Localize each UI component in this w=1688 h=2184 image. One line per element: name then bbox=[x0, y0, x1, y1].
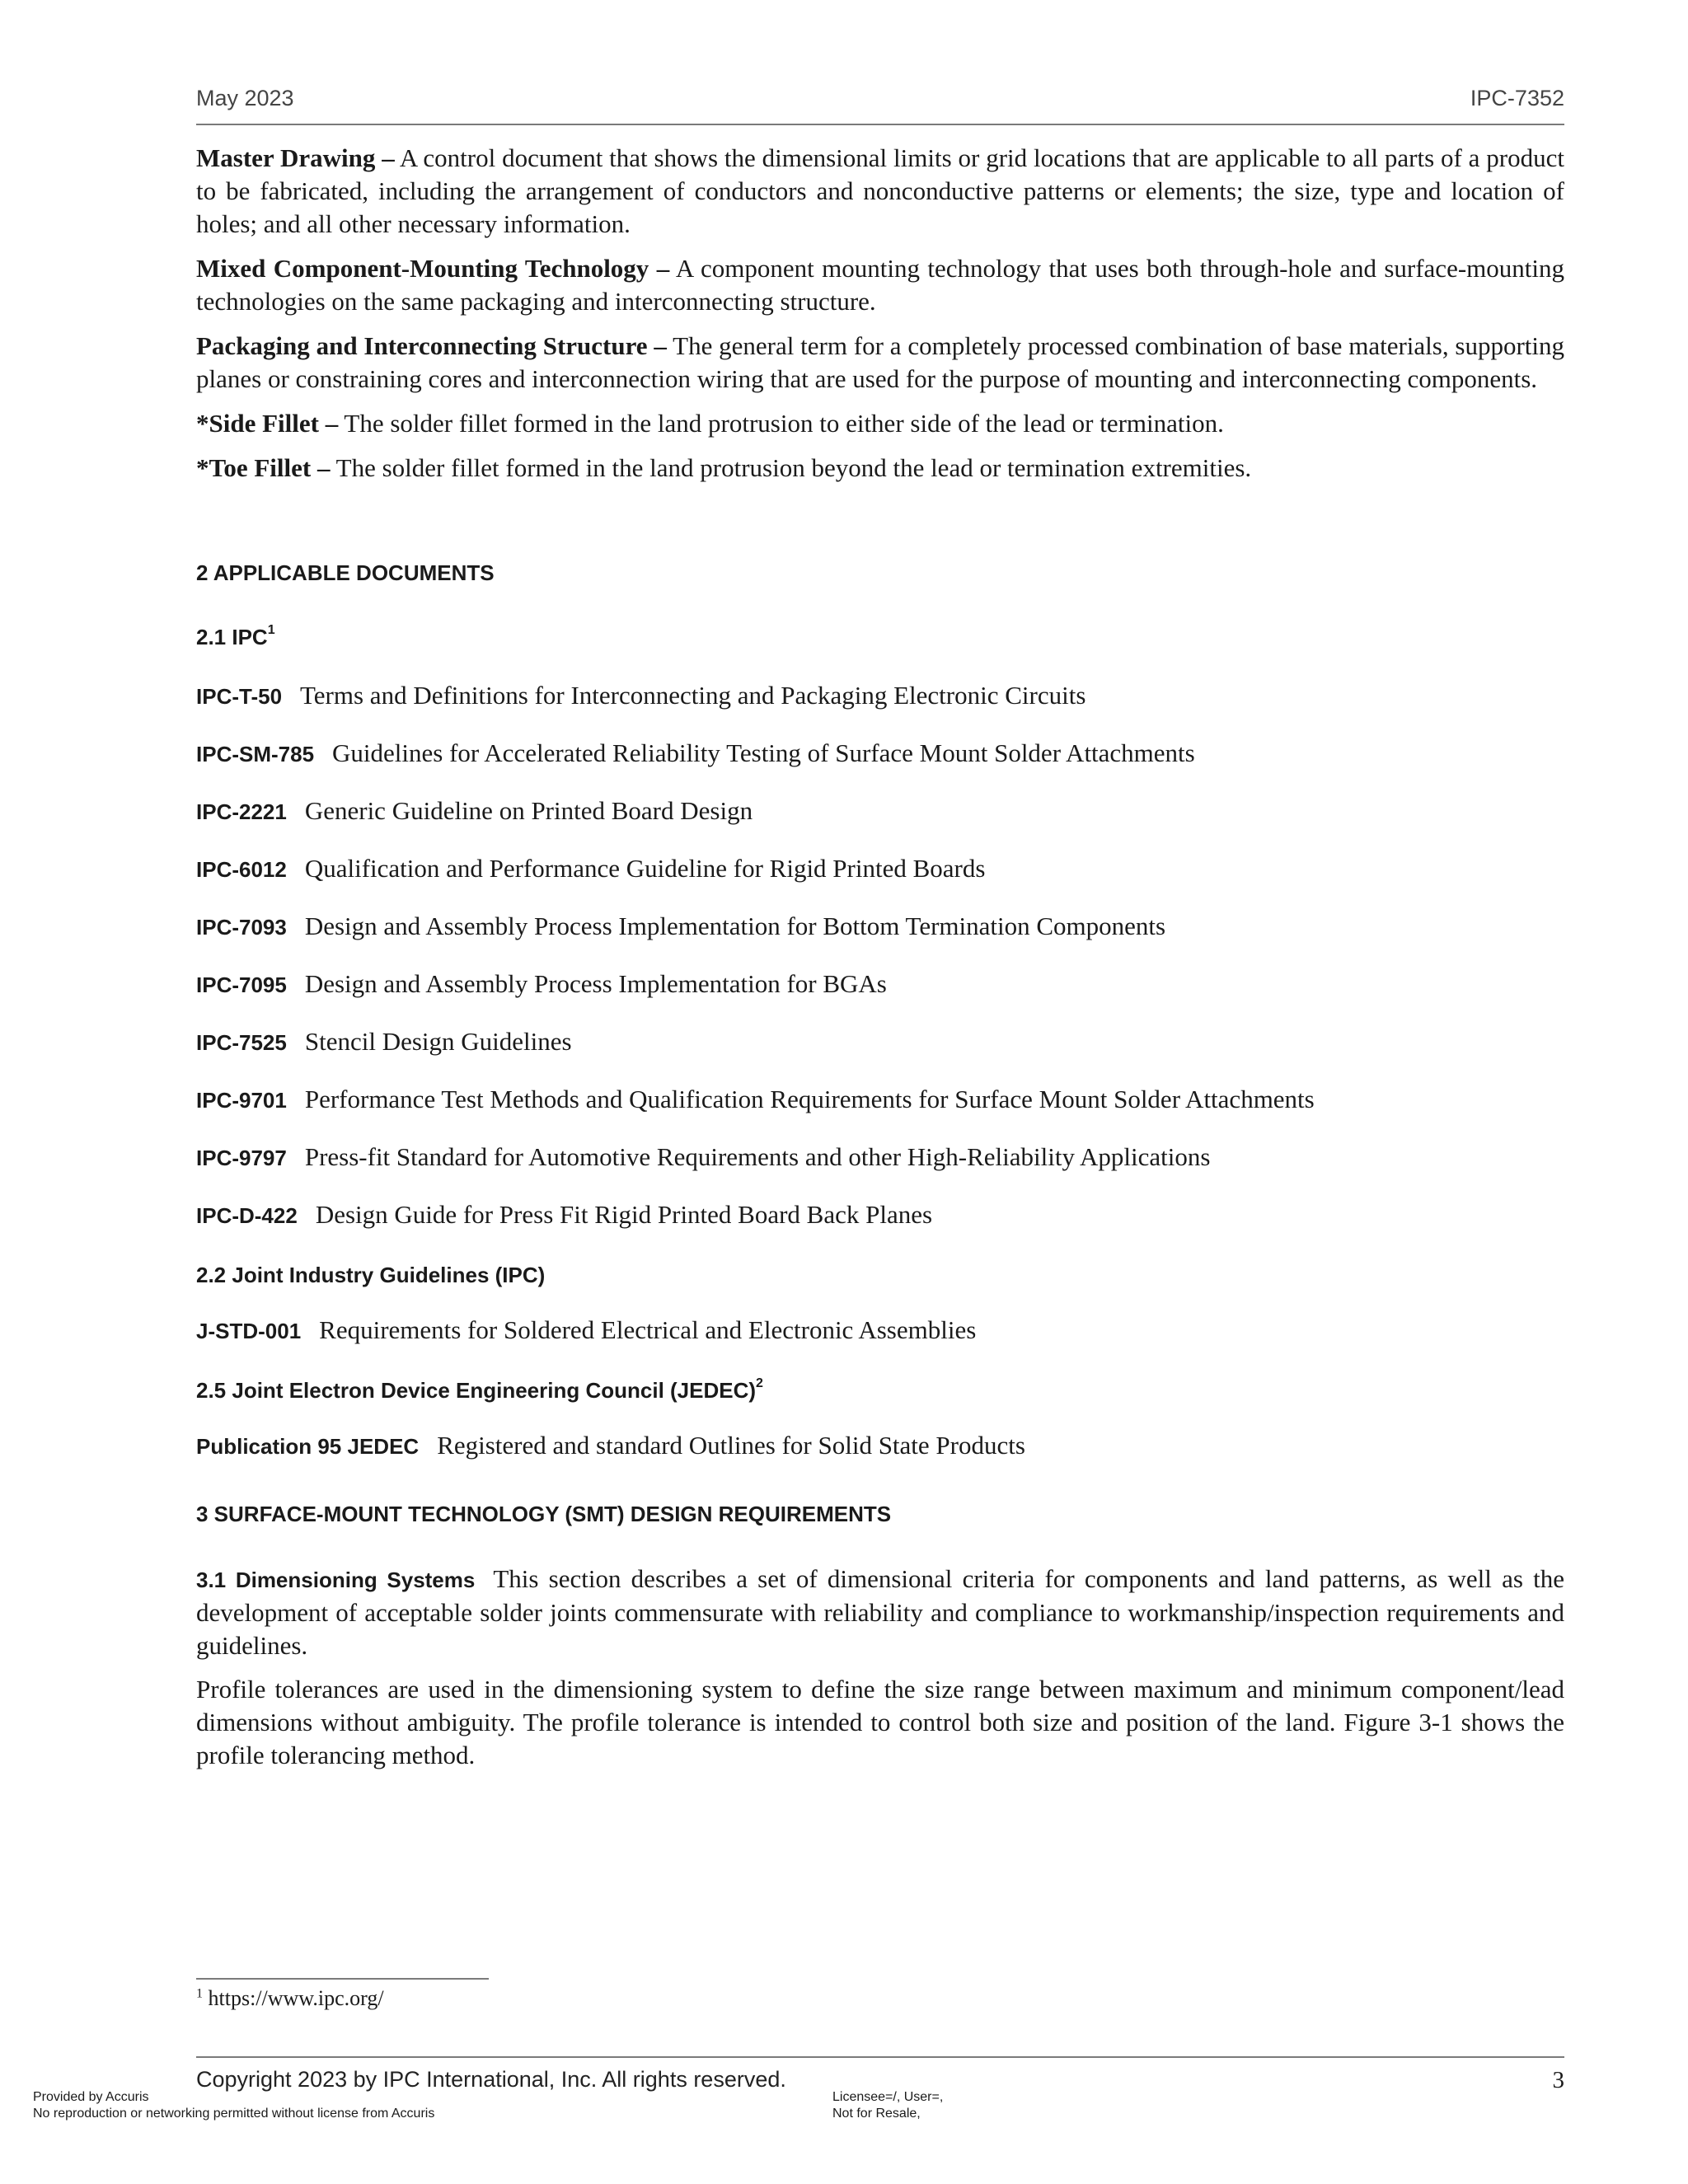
definition-term: Packaging and Interconnecting Structure – bbox=[196, 331, 667, 360]
subsection-lead: 3.1 Dimensioning Systems bbox=[196, 1568, 476, 1592]
doc-ref-ipc-d-422 bbox=[196, 1200, 932, 1230]
heading-text: 2.5 Joint Electron Device Engineering Council (JEDEC) bbox=[196, 1378, 757, 1403]
doc-title: Requirements for Soldered Electrical and Electronic Assemblies bbox=[319, 1315, 977, 1344]
definition-term: *Toe Fillet – bbox=[196, 453, 331, 482]
doc-ref-ipc-6012 bbox=[196, 854, 985, 883]
header-doc-id: IPC-7352 bbox=[1470, 86, 1564, 110]
doc-ref-ipc-7095 bbox=[196, 969, 887, 999]
page-number: 3 bbox=[1552, 2067, 1564, 2093]
definition-mixed-component bbox=[196, 252, 1564, 318]
doc-title: Performance Test Methods and Qualification Requirements for Surface Mount Solder Attachments bbox=[304, 1085, 1315, 1113]
doc-ref-ipc-2221 bbox=[196, 796, 753, 826]
paragraph-text: This section describes a set of dimensional criteria for components and land patterns, as well as the development of acceptable solder joints commensurate with reliability and compliance to workmanship/inspection requirements and guidelines. bbox=[196, 1564, 1565, 1660]
doc-code: IPC-7095 bbox=[196, 972, 287, 997]
doc-ref-ipc-t-50 bbox=[196, 681, 1085, 710]
doc-title: Generic Guideline on Printed Board Design bbox=[304, 796, 753, 825]
doc-title: Guidelines for Accelerated Reliability Testing of Surface Mount Solder Attachments bbox=[332, 738, 1195, 767]
doc-code: IPC-6012 bbox=[196, 857, 287, 882]
definition-text: The solder fillet formed in the land protrusion beyond the lead or termination extremities. bbox=[330, 453, 1252, 482]
definition-text: A control document that shows the dimensional limits or grid locations that are applicable to all parts of a product to be fabricated, including the arrangement of conductors and nonconductive patterns or elements; the size, type and location of holes; and all other necessary information. bbox=[196, 143, 1564, 238]
footnote-ref: 1 bbox=[267, 623, 275, 637]
definition-toe-fillet bbox=[196, 452, 1564, 485]
copyright-notice: Copyright 2023 by IPC International, Inc. All rights reserved. bbox=[196, 2067, 786, 2092]
doc-code: Publication 95 JEDEC bbox=[196, 1434, 420, 1459]
section-3-heading: 3 SURFACE-MOUNT TECHNOLOGY (SMT) DESIGN REQUIREMENTS bbox=[196, 1502, 892, 1526]
doc-title: Qualification and Performance Guideline for Rigid Printed Boards bbox=[304, 854, 986, 883]
definition-side-fillet bbox=[196, 407, 1564, 440]
doc-ref-jedec-95 bbox=[196, 1431, 1025, 1460]
definition-term: Mixed Component-Mounting Technology – bbox=[196, 254, 670, 283]
doc-ref-ipc-sm-785 bbox=[196, 738, 1195, 768]
doc-title: Design and Assembly Process Implementation for BGAs bbox=[304, 969, 887, 998]
doc-code: IPC-D-422 bbox=[196, 1203, 298, 1228]
header-date: May 2023 bbox=[196, 86, 294, 110]
doc-title: Registered and standard Outlines for Solid State Products bbox=[437, 1431, 1025, 1460]
footer-divider bbox=[196, 2056, 1564, 2058]
doc-title: Stencil Design Guidelines bbox=[304, 1027, 572, 1056]
doc-code: IPC-2221 bbox=[196, 799, 287, 824]
definition-term: Master Drawing – bbox=[196, 143, 395, 172]
definition-packaging-structure bbox=[196, 330, 1564, 396]
doc-title: Design Guide for Press Fit Rigid Printed Board Back Planes bbox=[315, 1200, 933, 1229]
doc-ref-ipc-9797 bbox=[196, 1142, 1210, 1172]
definition-term: *Side Fillet – bbox=[196, 409, 339, 438]
definitions-block bbox=[196, 142, 1564, 496]
footnote-ref: 2 bbox=[756, 1376, 763, 1390]
doc-ref-ipc-7093 bbox=[196, 912, 1165, 941]
doc-code: IPC-9701 bbox=[196, 1088, 287, 1113]
doc-code: IPC-7525 bbox=[196, 1030, 287, 1055]
section-2-heading: 2 APPLICABLE DOCUMENTS bbox=[196, 560, 495, 585]
heading-text: 2.1 IPC bbox=[196, 625, 268, 649]
definition-text: The general term for a completely processed combination of base materials, supporting planes or constraining cores and interconnection wiring that are used for the purpose of mounting and interconnecting components. bbox=[196, 331, 1564, 393]
footnote-text: https://www.ipc.org/ bbox=[203, 1986, 384, 2010]
doc-code: IPC-9797 bbox=[196, 1146, 287, 1170]
doc-code: IPC-SM-785 bbox=[196, 742, 315, 766]
reproduction-notice: No reproduction or networking permitted without license from Accuris bbox=[33, 2107, 435, 2121]
licensee-notice: Licensee=/, User=, bbox=[832, 2090, 944, 2104]
profile-tolerance-paragraph: Profile tolerances are used in the dimensioning system to define the size range between maximum and minimum component/lead dimensions without ambiguity. The profile tolerance is intended to control both size and position of the land. Figure 3-1 shows the profile tolerancing method. bbox=[196, 1675, 1564, 1769]
doc-title: Design and Assembly Process Implementation for Bottom Termination Components bbox=[304, 912, 1166, 940]
section-2-2-heading: 2.2 Joint Industry Guidelines (IPC) bbox=[196, 1263, 546, 1287]
doc-code: IPC-T-50 bbox=[196, 684, 283, 709]
provider-notice: Provided by Accuris bbox=[33, 2090, 149, 2104]
doc-ref-j-std-001 bbox=[196, 1315, 976, 1345]
doc-ref-ipc-7525 bbox=[196, 1027, 572, 1057]
doc-title: Terms and Definitions for Interconnecting and Packaging Electronic Circuits bbox=[300, 681, 1086, 710]
definition-master-drawing bbox=[196, 142, 1564, 241]
section-3-1-paragraph bbox=[196, 1563, 1564, 1662]
doc-code: IPC-7093 bbox=[196, 915, 287, 940]
footnote-number: 1 bbox=[196, 1986, 203, 2001]
footnote-1 bbox=[196, 1986, 384, 2011]
definition-text: A component mounting technology that uses both through-hole and surface-mounting technologies on the same packaging and interconnecting structure. bbox=[196, 254, 1564, 316]
footnote-divider bbox=[196, 1978, 489, 1980]
page-header bbox=[196, 82, 1564, 125]
doc-title: Press-fit Standard for Automotive Requirements and other High-Reliability Applications bbox=[304, 1142, 1211, 1171]
section-2-1-heading bbox=[196, 625, 275, 650]
section-2-5-heading bbox=[196, 1378, 763, 1404]
resale-notice: Not for Resale, bbox=[832, 2107, 921, 2121]
doc-code: J-STD-001 bbox=[196, 1319, 302, 1343]
doc-ref-ipc-9701 bbox=[196, 1085, 1315, 1114]
definition-text: The solder fillet formed in the land protrusion to either side of the lead or termination. bbox=[338, 409, 1224, 438]
